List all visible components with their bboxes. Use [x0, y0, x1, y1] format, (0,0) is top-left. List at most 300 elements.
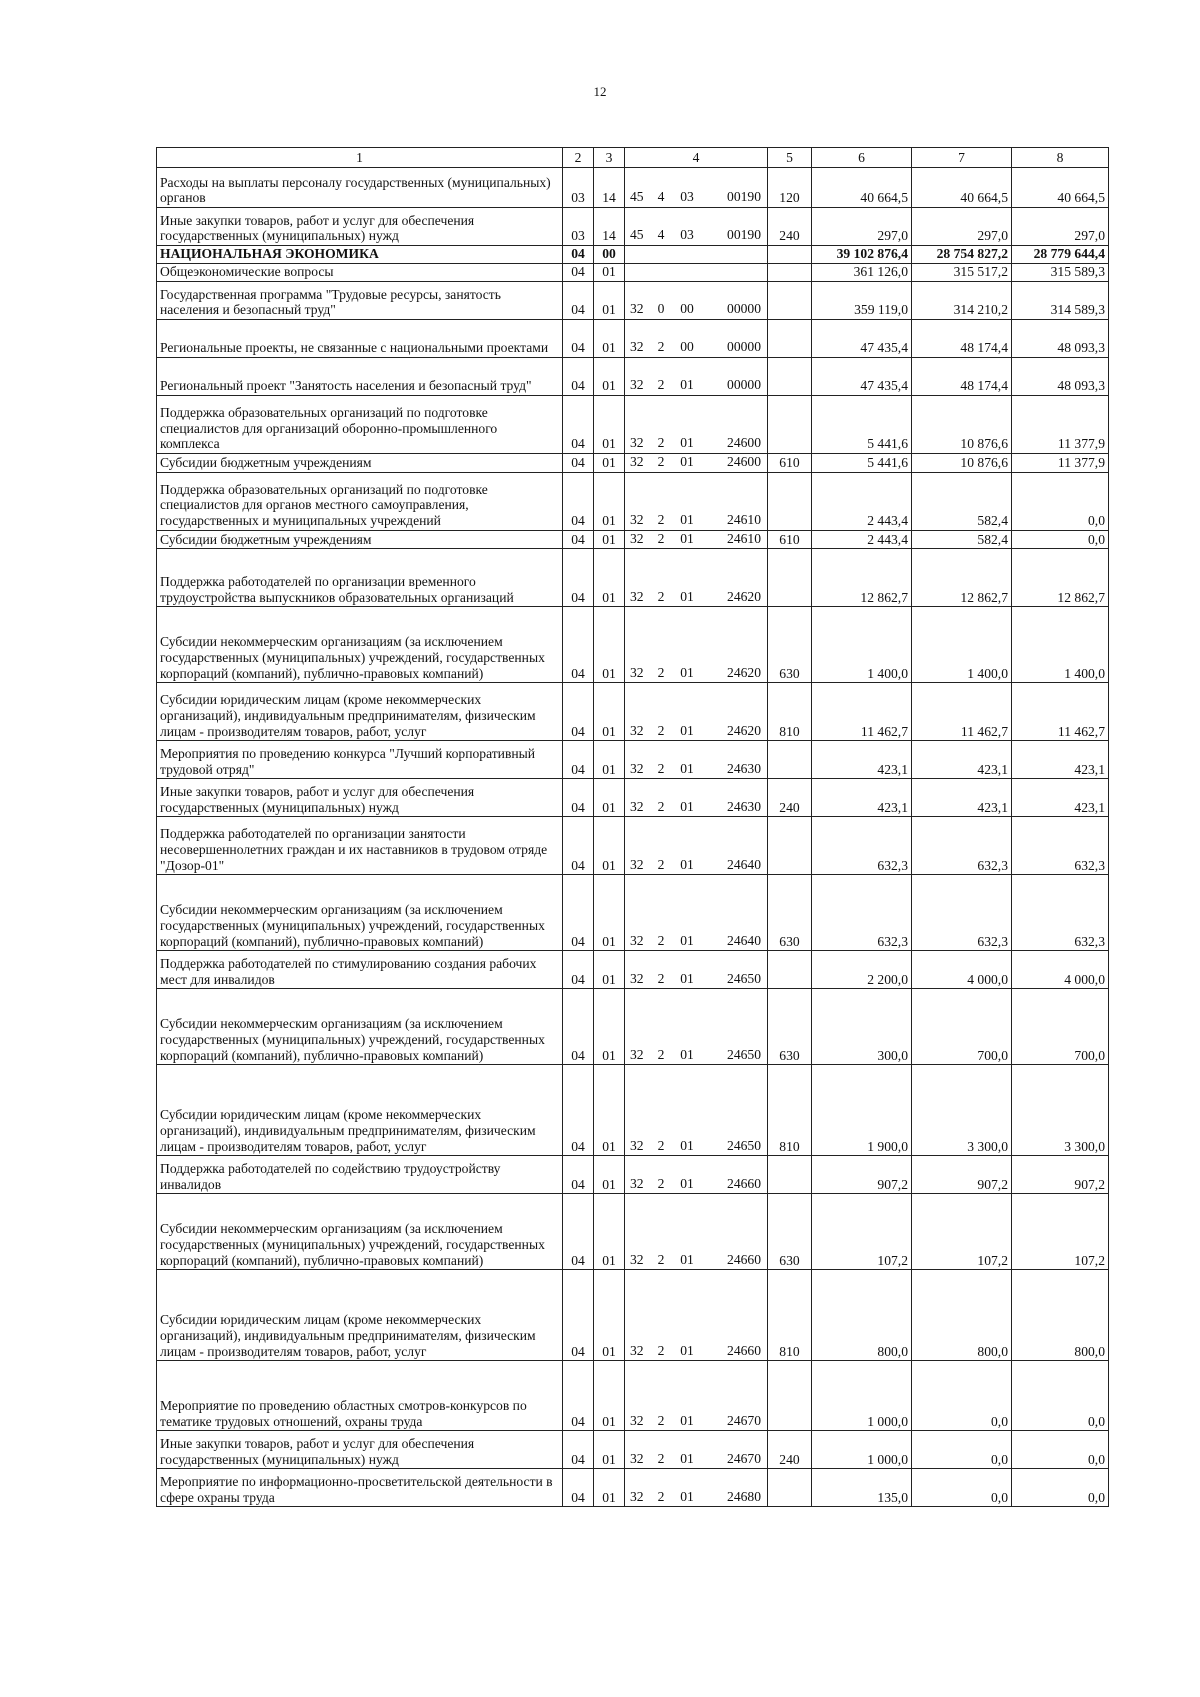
expense-type-cell: 240: [768, 779, 812, 817]
target-article-part: 24650: [727, 970, 761, 986]
section-code-cell: 03: [563, 208, 594, 246]
expense-type-cell: [768, 264, 812, 282]
expense-type-cell: [768, 741, 812, 779]
section-code-cell: 04: [563, 472, 594, 530]
target-article-part: 24680: [727, 1488, 761, 1504]
target-article-part: 32: [630, 377, 644, 393]
expense-type-cell: [768, 1469, 812, 1507]
amount-col7-cell: 4 000,0: [912, 951, 1012, 989]
subsection-code-cell: 01: [594, 454, 625, 473]
amount-col6-cell: 423,1: [812, 779, 912, 817]
section-code-cell: 04: [563, 358, 594, 396]
row-name-cell: Субсидии юридическим лицам (кроме некоммерческих организаций), индивидуальным предпринимателям, физическим лицам - производителям товаров, работ, услуг: [157, 683, 563, 741]
amount-col6-cell: 1 000,0: [812, 1361, 912, 1431]
row-name-cell: Субсидии некоммерческим организациям (за исключением государственных (муниципальных) учреждений, государственных корпораций (компаний), публично-правовых компаний): [157, 989, 563, 1065]
target-article-part: 01: [680, 1342, 694, 1358]
amount-col6-cell: 800,0: [812, 1270, 912, 1361]
target-article-cell: [625, 1361, 768, 1431]
target-article-cell: [625, 168, 768, 208]
target-article-part: 45: [630, 189, 644, 205]
subsection-code-cell: 01: [594, 1065, 625, 1156]
expense-type-cell: [768, 472, 812, 530]
amount-col8-cell: 12 862,7: [1012, 549, 1109, 607]
expense-type-cell: 240: [768, 208, 812, 246]
target-article-part: 01: [680, 1175, 694, 1191]
target-article-part: 01: [680, 530, 694, 546]
expense-type-cell: 630: [768, 989, 812, 1065]
expense-type-cell: 810: [768, 1270, 812, 1361]
target-article-part: 24660: [727, 1251, 761, 1267]
subsection-code-cell: 01: [594, 282, 625, 320]
table-row: [157, 168, 1109, 208]
target-article-part: 32: [630, 1251, 644, 1267]
amount-col7-cell: 582,4: [912, 472, 1012, 530]
table-row: [157, 472, 1109, 530]
expense-type-cell: 610: [768, 454, 812, 473]
subsection-code-cell: 01: [594, 1361, 625, 1431]
target-article-part: 32: [630, 798, 644, 814]
expense-type-cell: 610: [768, 530, 812, 549]
subsection-code-cell: 14: [594, 208, 625, 246]
subsection-code-cell: 01: [594, 264, 625, 282]
target-article-part: 32: [630, 970, 644, 986]
amount-col8-cell: 315 589,3: [1012, 264, 1109, 282]
subsection-code-cell: 01: [594, 951, 625, 989]
target-article-part: 01: [680, 1488, 694, 1504]
target-article-part: 2: [657, 1450, 665, 1466]
amount-col6-cell: 2 200,0: [812, 951, 912, 989]
subsection-code-cell: 01: [594, 875, 625, 951]
target-article-part: 24670: [727, 1412, 761, 1428]
target-article-part: 2: [657, 798, 665, 814]
amount-col6-cell: 39 102 876,4: [812, 246, 912, 264]
row-name-cell: Иные закупки товаров, работ и услуг для обеспечения государственных (муниципальных) нужд: [157, 1431, 563, 1469]
subsection-code-cell: 01: [594, 1156, 625, 1194]
target-article-part: 2: [657, 722, 665, 738]
target-article-part: 0: [657, 301, 665, 317]
amount-col8-cell: 0,0: [1012, 1361, 1109, 1431]
target-article-part: 01: [680, 970, 694, 986]
target-article-cell: [625, 951, 768, 989]
amount-col8-cell: 0,0: [1012, 530, 1109, 549]
expense-type-cell: 630: [768, 1194, 812, 1270]
target-article-part: 2: [657, 1342, 665, 1358]
amount-col8-cell: 297,0: [1012, 208, 1109, 246]
amount-col6-cell: 2 443,4: [812, 530, 912, 549]
amount-col7-cell: 0,0: [912, 1361, 1012, 1431]
expense-type-cell: [768, 951, 812, 989]
table-row: [157, 358, 1109, 396]
amount-col6-cell: 5 441,6: [812, 454, 912, 473]
table-row: [157, 282, 1109, 320]
subsection-code-cell: 01: [594, 549, 625, 607]
target-article-part: 32: [630, 722, 644, 738]
amount-col6-cell: 359 119,0: [812, 282, 912, 320]
amount-col6-cell: 47 435,4: [812, 320, 912, 358]
section-code-cell: 04: [563, 282, 594, 320]
target-article-part: 2: [657, 856, 665, 872]
target-article-part: 32: [630, 530, 644, 546]
amount-col7-cell: 315 517,2: [912, 264, 1012, 282]
target-article-part: 00: [680, 339, 694, 355]
table-row: [157, 264, 1109, 282]
table-row: [157, 1065, 1109, 1156]
amount-col8-cell: 632,3: [1012, 875, 1109, 951]
target-article-part: 24660: [727, 1342, 761, 1358]
target-article-part: 4: [657, 227, 665, 243]
section-code-cell: 04: [563, 1270, 594, 1361]
target-article-cell: [625, 530, 768, 549]
section-code-cell: 04: [563, 320, 594, 358]
target-article-cell: [625, 779, 768, 817]
section-code-cell: 04: [563, 1431, 594, 1469]
amount-col7-cell: 582,4: [912, 530, 1012, 549]
amount-col6-cell: 5 441,6: [812, 396, 912, 454]
target-article-part: 2: [657, 377, 665, 393]
row-name-cell: Поддержка образовательных организаций по подготовке специалистов для органов местного самоуправления, государственных и муниципальных учреждений: [157, 472, 563, 530]
amount-col7-cell: 12 862,7: [912, 549, 1012, 607]
amount-col7-cell: 700,0: [912, 989, 1012, 1065]
target-article-part: 24640: [727, 856, 761, 872]
target-article-cell: [625, 246, 768, 264]
amount-col6-cell: 300,0: [812, 989, 912, 1065]
target-article-part: 2: [657, 664, 665, 680]
target-article-part: 2: [657, 588, 665, 604]
subsection-code-cell: 01: [594, 779, 625, 817]
section-code-cell: 04: [563, 741, 594, 779]
table-row: [157, 779, 1109, 817]
target-article-part: 24610: [727, 530, 761, 546]
section-code-cell: 04: [563, 1156, 594, 1194]
table-row: [157, 607, 1109, 683]
target-article-cell: [625, 875, 768, 951]
target-article-part: 2: [657, 1488, 665, 1504]
section-code-cell: 04: [563, 530, 594, 549]
row-name-cell: Поддержка работодателей по содействию трудоустройству инвалидов: [157, 1156, 563, 1194]
amount-col7-cell: 0,0: [912, 1431, 1012, 1469]
target-article-part: 24620: [727, 664, 761, 680]
target-article-part: 32: [630, 932, 644, 948]
amount-col8-cell: 0,0: [1012, 472, 1109, 530]
column-header: 1: [157, 148, 563, 168]
amount-col7-cell: 11 462,7: [912, 683, 1012, 741]
expense-type-cell: [768, 358, 812, 396]
target-article-cell: [625, 607, 768, 683]
section-code-cell: 04: [563, 1065, 594, 1156]
expense-type-cell: 630: [768, 875, 812, 951]
subsection-code-cell: 01: [594, 472, 625, 530]
amount-col7-cell: 423,1: [912, 779, 1012, 817]
expense-type-cell: [768, 1361, 812, 1431]
subsection-code-cell: 01: [594, 741, 625, 779]
column-header: 2: [563, 148, 594, 168]
target-article-cell: [625, 989, 768, 1065]
amount-col7-cell: 40 664,5: [912, 168, 1012, 208]
row-name-cell: Поддержка работодателей по организации занятости несовершеннолетних граждан и их наставников в трудовом отряде "Дозор-01": [157, 817, 563, 875]
target-article-part: 32: [630, 856, 644, 872]
target-article-cell: [625, 1065, 768, 1156]
target-article-cell: [625, 320, 768, 358]
table-row: [157, 396, 1109, 454]
target-article-part: 24640: [727, 932, 761, 948]
expense-type-cell: [768, 246, 812, 264]
subsection-code-cell: 01: [594, 989, 625, 1065]
table-row: [157, 875, 1109, 951]
row-name-cell: НАЦИОНАЛЬНАЯ ЭКОНОМИКА: [157, 246, 563, 264]
subsection-code-cell: 01: [594, 817, 625, 875]
expense-type-cell: [768, 282, 812, 320]
row-name-cell: Иные закупки товаров, работ и услуг для обеспечения государственных (муниципальных) нужд: [157, 779, 563, 817]
row-name-cell: Поддержка образовательных организаций по подготовке специалистов для организаций оборонно-промышленного комплекса: [157, 396, 563, 454]
target-article-part: 03: [680, 189, 694, 205]
target-article-part: 2: [657, 1251, 665, 1267]
row-name-cell: Субсидии некоммерческим организациям (за исключением государственных (муниципальных) учреждений, государственных корпораций (компаний), публично-правовых компаний): [157, 875, 563, 951]
target-article-part: 00000: [727, 377, 761, 393]
target-article-part: 24620: [727, 722, 761, 738]
target-article-part: 01: [680, 760, 694, 776]
target-article-part: 2: [657, 339, 665, 355]
target-article-part: 01: [680, 1046, 694, 1062]
row-name-cell: Мероприятия по проведению конкурса "Лучший корпоративный трудовой отряд": [157, 741, 563, 779]
target-article-part: 01: [680, 1450, 694, 1466]
target-article-part: 2: [657, 1175, 665, 1191]
amount-col6-cell: 2 443,4: [812, 472, 912, 530]
subsection-code-cell: 01: [594, 1469, 625, 1507]
budget-table: [156, 147, 1109, 1507]
subsection-code-cell: 01: [594, 683, 625, 741]
expense-type-cell: [768, 396, 812, 454]
expense-type-cell: [768, 549, 812, 607]
amount-col6-cell: 632,3: [812, 817, 912, 875]
amount-col6-cell: 1 400,0: [812, 607, 912, 683]
target-article-part: 00190: [727, 189, 761, 205]
table-row: [157, 683, 1109, 741]
subsection-code-cell: 01: [594, 320, 625, 358]
amount-col8-cell: 907,2: [1012, 1156, 1109, 1194]
target-article-part: 45: [630, 227, 644, 243]
amount-col7-cell: 10 876,6: [912, 454, 1012, 473]
target-article-cell: [625, 396, 768, 454]
target-article-part: 2: [657, 454, 665, 469]
section-code-cell: 04: [563, 817, 594, 875]
target-article-part: 24650: [727, 1046, 761, 1062]
target-article-cell: [625, 1194, 768, 1270]
section-code-cell: 03: [563, 168, 594, 208]
target-article-part: 01: [680, 1251, 694, 1267]
target-article-cell: [625, 1156, 768, 1194]
table-row: [157, 1431, 1109, 1469]
amount-col8-cell: 423,1: [1012, 779, 1109, 817]
amount-col6-cell: 361 126,0: [812, 264, 912, 282]
target-article-cell: [625, 1469, 768, 1507]
target-article-part: 2: [657, 512, 665, 527]
target-article-cell: [625, 549, 768, 607]
target-article-part: 01: [680, 798, 694, 814]
row-name-cell: Иные закупки товаров, работ и услуг для обеспечения государственных (муниципальных) нужд: [157, 208, 563, 246]
section-code-cell: 04: [563, 683, 594, 741]
amount-col6-cell: 1 000,0: [812, 1431, 912, 1469]
section-code-cell: 04: [563, 246, 594, 264]
target-article-cell: [625, 817, 768, 875]
amount-col8-cell: 1 400,0: [1012, 607, 1109, 683]
section-code-cell: 04: [563, 1469, 594, 1507]
table-header-row: [157, 148, 1109, 168]
target-article-part: 00000: [727, 301, 761, 317]
target-article-cell: [625, 1270, 768, 1361]
table-row: [157, 246, 1109, 264]
target-article-part: 01: [680, 856, 694, 872]
section-code-cell: 04: [563, 264, 594, 282]
table-row: [157, 1270, 1109, 1361]
target-article-part: 2: [657, 530, 665, 546]
amount-col7-cell: 632,3: [912, 817, 1012, 875]
amount-col7-cell: 297,0: [912, 208, 1012, 246]
column-header: 6: [812, 148, 912, 168]
amount-col8-cell: 314 589,3: [1012, 282, 1109, 320]
target-article-part: 24630: [727, 760, 761, 776]
target-article-part: 2: [657, 435, 665, 451]
row-name-cell: Региональный проект "Занятость населения и безопасный труд": [157, 358, 563, 396]
expense-type-cell: [768, 817, 812, 875]
section-code-cell: 04: [563, 951, 594, 989]
amount-col7-cell: 3 300,0: [912, 1065, 1012, 1156]
target-article-part: 01: [680, 932, 694, 948]
target-article-part: 00190: [727, 227, 761, 243]
target-article-cell: [625, 264, 768, 282]
target-article-cell: [625, 1431, 768, 1469]
section-code-cell: 04: [563, 607, 594, 683]
amount-col6-cell: 423,1: [812, 741, 912, 779]
expense-type-cell: [768, 1156, 812, 1194]
target-article-part: 24620: [727, 588, 761, 604]
row-name-cell: Субсидии бюджетным учреждениям: [157, 530, 563, 549]
expense-type-cell: 810: [768, 1065, 812, 1156]
section-code-cell: 04: [563, 875, 594, 951]
section-code-cell: 04: [563, 1361, 594, 1431]
target-article-part: 03: [680, 227, 694, 243]
target-article-part: 01: [680, 722, 694, 738]
subsection-code-cell: 00: [594, 246, 625, 264]
amount-col6-cell: 907,2: [812, 1156, 912, 1194]
row-name-cell: Поддержка работодателей по стимулированию создания рабочих мест для инвалидов: [157, 951, 563, 989]
amount-col6-cell: 40 664,5: [812, 168, 912, 208]
amount-col8-cell: 11 377,9: [1012, 396, 1109, 454]
section-code-cell: 04: [563, 396, 594, 454]
target-article-cell: [625, 741, 768, 779]
target-article-part: 01: [680, 1137, 694, 1153]
target-article-part: 24600: [727, 454, 761, 469]
amount-col8-cell: 48 093,3: [1012, 320, 1109, 358]
amount-col8-cell: 800,0: [1012, 1270, 1109, 1361]
amount-col8-cell: 0,0: [1012, 1431, 1109, 1469]
row-name-cell: Субсидии юридическим лицам (кроме некоммерческих организаций), индивидуальным предпринимателям, физическим лицам - производителям товаров, работ, услуг: [157, 1065, 563, 1156]
target-article-part: 32: [630, 1342, 644, 1358]
amount-col6-cell: 47 435,4: [812, 358, 912, 396]
table-row: [157, 208, 1109, 246]
subsection-code-cell: 01: [594, 1431, 625, 1469]
expense-type-cell: 810: [768, 683, 812, 741]
target-article-cell: [625, 454, 768, 473]
table-row: [157, 817, 1109, 875]
column-header: 3: [594, 148, 625, 168]
target-article-part: 32: [630, 339, 644, 355]
amount-col8-cell: 48 093,3: [1012, 358, 1109, 396]
target-article-part: 32: [630, 1412, 644, 1428]
amount-col6-cell: 12 862,7: [812, 549, 912, 607]
amount-col8-cell: 700,0: [1012, 989, 1109, 1065]
subsection-code-cell: 01: [594, 530, 625, 549]
table-row: [157, 1361, 1109, 1431]
amount-col8-cell: 40 664,5: [1012, 168, 1109, 208]
table-row: [157, 1469, 1109, 1507]
table-row: [157, 989, 1109, 1065]
target-article-cell: [625, 683, 768, 741]
target-article-part: 32: [630, 454, 644, 469]
amount-col8-cell: 11 462,7: [1012, 683, 1109, 741]
section-code-cell: 04: [563, 549, 594, 607]
subsection-code-cell: 14: [594, 168, 625, 208]
target-article-part: 01: [680, 588, 694, 604]
amount-col7-cell: 0,0: [912, 1469, 1012, 1507]
amount-col7-cell: 632,3: [912, 875, 1012, 951]
amount-col7-cell: 1 400,0: [912, 607, 1012, 683]
amount-col8-cell: 632,3: [1012, 817, 1109, 875]
target-article-part: 01: [680, 377, 694, 393]
amount-col7-cell: 28 754 827,2: [912, 246, 1012, 264]
target-article-part: 24670: [727, 1450, 761, 1466]
subsection-code-cell: 01: [594, 1270, 625, 1361]
table-row: [157, 741, 1109, 779]
table-row: [157, 951, 1109, 989]
table-row: [157, 320, 1109, 358]
section-code-cell: 04: [563, 989, 594, 1065]
target-article-part: 32: [630, 1046, 644, 1062]
column-header: 8: [1012, 148, 1109, 168]
amount-col6-cell: 135,0: [812, 1469, 912, 1507]
target-article-part: 32: [630, 664, 644, 680]
amount-col7-cell: 48 174,4: [912, 358, 1012, 396]
row-name-cell: Государственная программа "Трудовые ресурсы, занятость населения и безопасный труд": [157, 282, 563, 320]
row-name-cell: Мероприятие по информационно-просветительской деятельности в сфере охраны труда: [157, 1469, 563, 1507]
row-name-cell: Поддержка работодателей по организации временного трудоустройства выпускников образовательных организаций: [157, 549, 563, 607]
target-article-part: 24650: [727, 1137, 761, 1153]
target-article-part: 2: [657, 1412, 665, 1428]
expense-type-cell: 120: [768, 168, 812, 208]
table-row: [157, 1156, 1109, 1194]
target-article-cell: [625, 358, 768, 396]
page-number: 12: [593, 84, 607, 99]
amount-col8-cell: 3 300,0: [1012, 1065, 1109, 1156]
subsection-code-cell: 01: [594, 396, 625, 454]
section-code-cell: 04: [563, 1194, 594, 1270]
amount-col8-cell: 11 377,9: [1012, 454, 1109, 473]
table-row: [157, 549, 1109, 607]
row-name-cell: Субсидии юридическим лицам (кроме некоммерческих организаций), индивидуальным предпринимателям, физическим лицам - производителям товаров, работ, услуг: [157, 1270, 563, 1361]
target-article-part: 32: [630, 301, 644, 317]
target-article-part: 32: [630, 588, 644, 604]
target-article-cell: [625, 472, 768, 530]
target-article-part: 32: [630, 1450, 644, 1466]
section-code-cell: 04: [563, 454, 594, 473]
row-name-cell: Субсидии бюджетным учреждениям: [157, 454, 563, 473]
section-code-cell: 04: [563, 779, 594, 817]
expense-type-cell: 240: [768, 1431, 812, 1469]
target-article-part: 00: [680, 301, 694, 317]
amount-col6-cell: 107,2: [812, 1194, 912, 1270]
target-article-part: 00000: [727, 339, 761, 355]
table-row: [157, 530, 1109, 549]
target-article-part: 32: [630, 435, 644, 451]
